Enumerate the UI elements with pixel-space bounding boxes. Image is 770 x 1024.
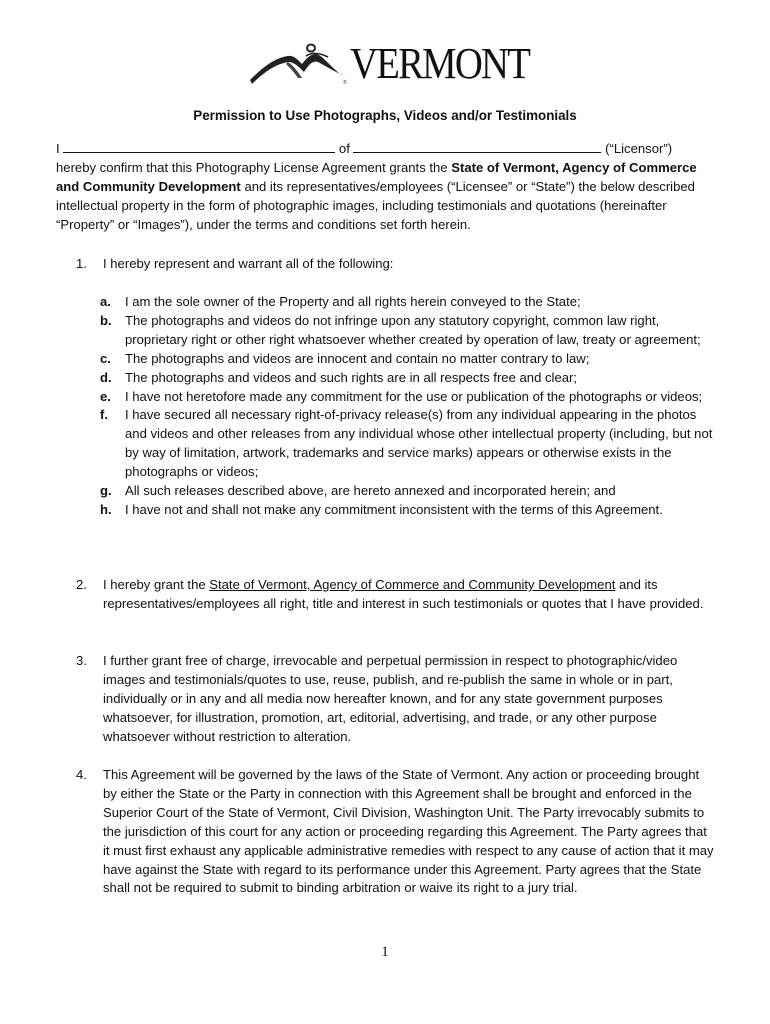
- licensor-address-blank[interactable]: [353, 139, 601, 153]
- sub-letter: e.: [100, 388, 111, 404]
- sub-text: The photographs and videos and such rights are in all respects free and clear;: [125, 369, 578, 385]
- sub-letter: d.: [100, 369, 112, 385]
- item-text: I hereby represent and warrant all of the following:: [103, 256, 394, 271]
- item-text-underlined: State of Vermont, Agency of Commerce and Community Development: [209, 577, 616, 592]
- item-text: This Agreement will be governed by the laws of the State of Vermont. Any action or proceeding brought by either the State or the Party in connection with this Agreement shall be brought and enforced in the Superior Court of the State of Vermont, Civil Division, Washington Unit. The Party irrevocably submits to the jurisdiction of this court for any action or proceeding regarding this Agreement. The Party agrees that it must first exhaust any applicable administrative remedies with respect to any cause of action that it may have against the State with regard to its performance under this Agreement. Party agrees that the State shall not be required to submit to binding arbitration or waive its right to a jury trial.: [103, 767, 714, 896]
- item-number: 2.: [76, 577, 87, 592]
- page-number: 1: [381, 944, 389, 960]
- intro-licensor-label: (“Licensor”): [605, 141, 673, 156]
- intro-lead: I: [56, 141, 60, 156]
- vermont-wordmark: VERMONT: [350, 39, 530, 88]
- sublist-item-c: [100, 350, 714, 369]
- item-text: [103, 576, 716, 614]
- sub-letter: h.: [100, 501, 112, 517]
- page-title: Permission to Use Photographs, Videos and/or Testimonials: [193, 108, 577, 123]
- sub-text: The photographs and videos are innocent and contain no matter contrary to law;: [125, 350, 590, 366]
- list-item-1: [56, 255, 716, 274]
- sub-letter: f.: [100, 407, 108, 423]
- intro-line2: and its representatives/employees (“Licensee” or “State”) the below described intellectual property in the form of photographic images, including testimonials and quotations (hereinafter “Property” or “Images”), under the terms and conditions set forth herein.: [56, 178, 695, 232]
- intro-first-line: [56, 139, 716, 159]
- sublist-item-d: [100, 369, 714, 388]
- item-number: 4.: [76, 767, 87, 782]
- vermont-logo: [248, 39, 530, 88]
- sub-text: I am the sole owner of the Property and all rights herein conveyed to the State;: [125, 294, 581, 309]
- item-number: 3.: [76, 653, 87, 668]
- sub-text: I have secured all necessary right-of-privacy release(s) from any individual appearing in the photos and videos and other releases from any individual whose other intellectual property (including, but not by way of limitation, artwork, trademarks and service marks) appears or otherwise exists in the photographs or videos;: [125, 407, 713, 480]
- sub-letter: g.: [100, 483, 112, 499]
- intro-body: [56, 159, 716, 235]
- intro-paragraph: [56, 139, 716, 235]
- item-text: I further grant free of charge, irrevocable and perpetual permission in respect to photographic/video images and testimonials/quotes to use, reuse, publish, and re-publish the same in whole or in part, individually or in any and all media now hereafter known, and for any state government purposes whatsoever, for illustration, promotion, art, editorial, advertising, and trade, or any other purpose whatsoever without restriction to alteration.: [103, 653, 678, 744]
- sub-letter: a.: [100, 294, 111, 309]
- sublist-item-f: [100, 406, 714, 482]
- sublist-item-b: [100, 312, 714, 350]
- sub-letter: c.: [100, 350, 111, 366]
- sub-text: The photographs and videos do not infringe upon any statutory copyright, common law right, proprietary right or other right whatsoever whether created by operation of law, treaty or agreement;: [125, 312, 701, 347]
- sublist-item-a: [100, 293, 714, 312]
- sub-text: I have not and shall not make any commitment inconsistent with the terms of this Agreement.: [125, 501, 663, 517]
- svg-text:®: ®: [343, 80, 347, 86]
- sublist-item-e: [100, 388, 714, 407]
- item-number: 1.: [76, 256, 87, 271]
- intro-of: of: [338, 141, 350, 156]
- item-text-pre: I hereby grant the: [103, 577, 210, 592]
- list-item-3: [56, 652, 716, 747]
- list-item-4: [56, 766, 716, 898]
- sub-text: All such releases described above, are hereto annexed and incorporated herein; and: [125, 483, 616, 499]
- warranty-sublist: [100, 293, 714, 520]
- intro-line1: hereby confirm that this Photography License Agreement grants the: [56, 159, 448, 175]
- licensor-name-blank[interactable]: [63, 139, 335, 153]
- sub-letter: b.: [100, 312, 112, 328]
- sublist-item-h: [100, 501, 714, 520]
- mountain-skier-logo-icon: [248, 42, 352, 88]
- list-item-2: [56, 576, 716, 614]
- item-text-post: and its representatives/employees all right, title and interest in such testimonials or quotes that I have provided.: [103, 577, 704, 611]
- sublist-item-g: [100, 482, 714, 501]
- sub-text: I have not heretofore made any commitment for the use or publication of the photographs or videos;: [125, 388, 703, 404]
- intro-entity: State of Vermont, Agency of Commerce and Community Development: [56, 159, 697, 194]
